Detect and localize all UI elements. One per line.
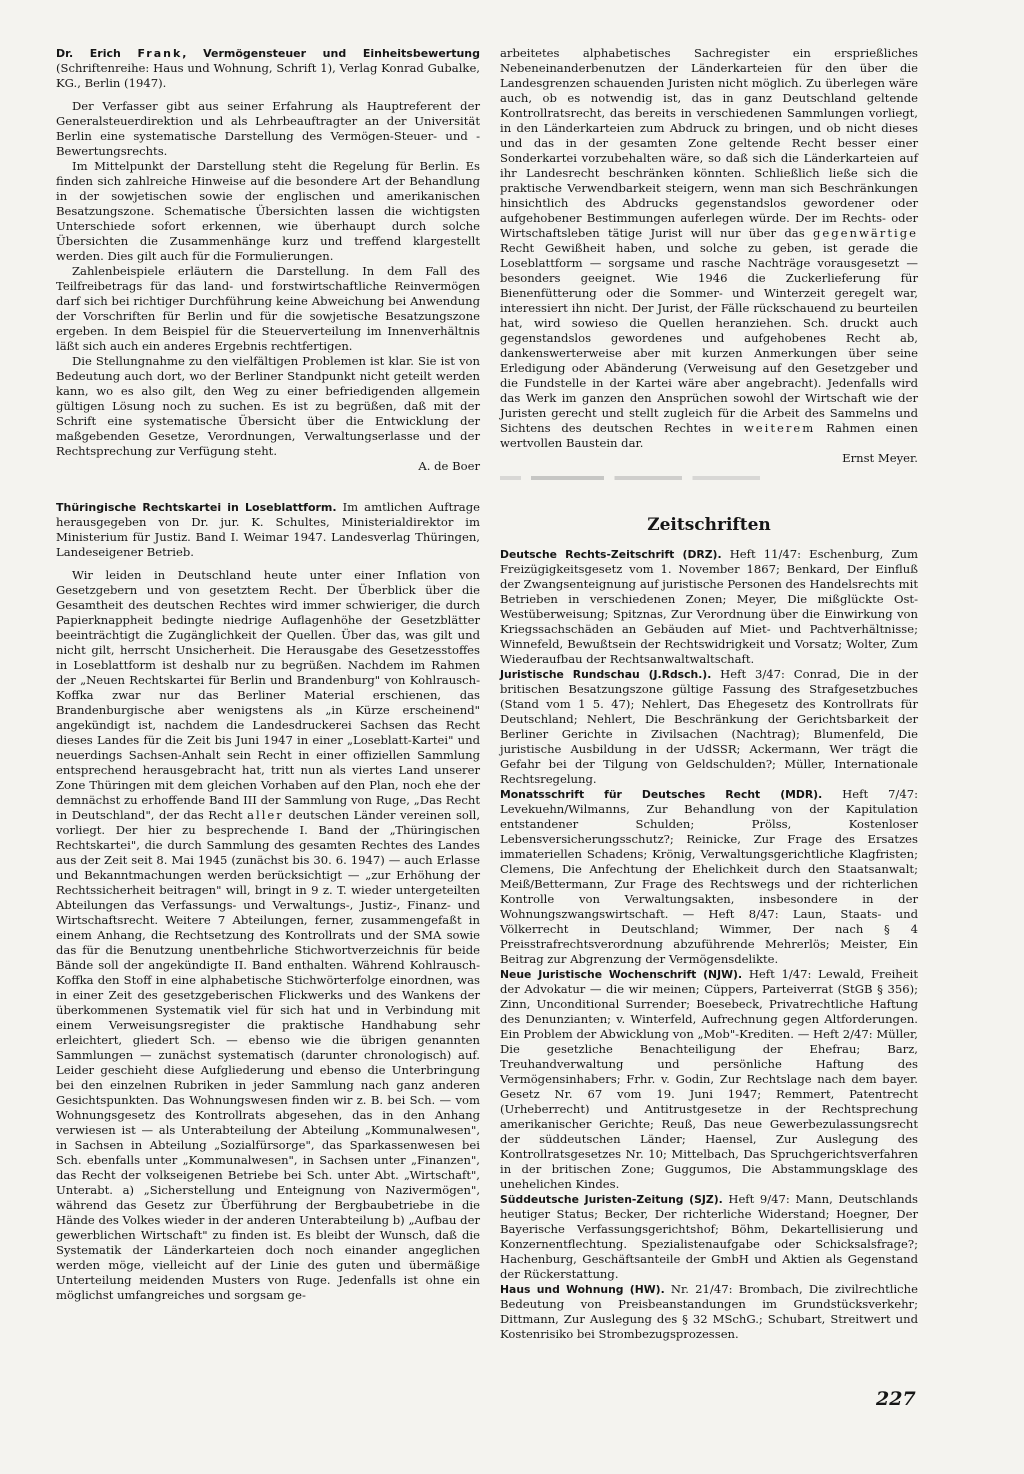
review-2-continuation: arbeitetes alphabetisches Sachregister ein ersprießliches Nebeneinanderbenutzen der Länderkarteien für den über die Landesgrenzen schauenden Juristen nicht möglich. Zu überlegen wäre auch, ob es notwendig ist, das in ganz Deutschland geltende Kontrollratsrecht, das bereits in verschiedenen Sammlungen vorliegt, in den Länderkarteien zum Abdruck zu bringen, und ob nicht dieses und das in der gesamten Zone geltende Recht besser einer Sonderkartei vorzubehalten wäre, so daß sich die Länderkarteien auf ihr Landesrecht beschränken könnten. Schließlich ließe sich die praktische Verwendbarkeit steigern, wenn man sich Beschränkungen hinsichtlich des Abdrucks gegenstandslos gewordener oder aufgehobener Bestimmungen auferlegen würde. Der im Rechts- oder Wirtschaftsleben tätige Jurist will nur über das gegenwärtige Recht Gewißheit haben, und solche zu geben, ist gerade die Loseblattform — sorgsame und rasche Nachträge vorausgesetzt — besonders geeignet. Wie 1946 die Zuckerlieferung für Bienenfütterung oder die Sommer- und Winterzeit geregelt war, interessiert ihn nicht. Der Jurist, der Fälle rückschauend zu beurteilen hat, wird sowieso die Quellen heranziehen. Sch. druckt auch gegenstandslos gewordenes und aufgehobenes Recht ab, dankenswerterweise aber mit kurzen Anmerkungen über seine Erledigung oder Abänderung (Verweisung auf den Gesetzgeber und die Fundstelle in der Kartei wäre aber angebracht). Jedenfalls wird das Werk im ganzen den Ansprüchen sowohl der Wirtschaft wie der Juristen gerecht und stellt zugleich für die Arbeit des Sammelns und Sichtens des deutschen Rechtes in weiterem Rahmen einen wertvollen Baustein dar. xyxy=(500,46,918,450)
page-number: 227 xyxy=(876,1388,916,1410)
review-1-paragraph: Der Verfasser gibt aus seiner Erfahrung als Hauptreferent der Generalsteuerdirektion und als Lehrbeauftragter an der Universität Berlin eine systematische Darstellung des Vermögen-Steuer- und -Bewertungsrechts. xyxy=(56,99,480,158)
review-1-paragraph: Im Mittelpunkt der Darstellung steht die Regelung für Berlin. Es finden sich zahlreiche Hinweise auf die besondere Art der Behandlung in der sowjetischen sowie der englischen und amerikanischen Besatzungszone. Schematische Übersichten lassen die wichtigsten Unterschiede sofort erkennen, wie überhaupt durch solche Übersichten die Zusammenhänge kurz und treffend klargestellt werden. Dies gilt auch für die Formulierungen. xyxy=(56,159,480,263)
section-heading-zeitschriften: Zeitschriften xyxy=(647,515,771,535)
review-2-title: Thüringische Rechtskartei in Loseblattform. xyxy=(56,501,337,514)
review-1-header xyxy=(56,46,480,91)
review-1-author: Dr. Erich Frank, Vermögensteuer und Einheitsbewertung xyxy=(56,47,481,60)
review-2-header xyxy=(56,500,480,560)
right-column xyxy=(500,46,918,1342)
review-1-signature: A. de Boer xyxy=(418,459,480,473)
journal-entry: Süddeutsche Juristen-Zeitung (SJZ). Heft 9/47: Mann, Deutschlands heutiger Status; Becker, Der richterliche Widerstand; Hoegner, Der Bayerische Verfassungsgerichtshof; Böhm, Dekartellisierung und Konzernentflechtung. Spezialistenaufgabe oder Schicksalsfrage?; Hachenburg, Geschäftsanteile der GmbH und Aktien als Gegenstand der Rückerstattung. xyxy=(500,1192,918,1281)
review-1-details: (Schriftenreihe: Haus und Wohnung, Schrift 1), Verlag Konrad Gubalke, KG., Berlin (1947). xyxy=(56,61,480,90)
review-1-paragraph: Zahlenbeispiele erläutern die Darstellung. In dem Fall des Teilfreibetrags für das land- und forstwirtschaftliche Reinvermögen darf sich bei richtiger Durchführung keine Abweichung bei Anwendung der Vorschriften für Berlin und für die sowjetische Besatzungszone ergeben. In dem Beispiel für die Steuerverteilung im Innenverhältnis läßt sich auch ein anderes Ergebnis rechtfertigen. xyxy=(56,264,480,353)
journal-entry: Haus und Wohnung (HW). Nr. 21/47: Brombach, Die zivilrechtliche Bedeutung von Preisbeanstandungen im Grundstücksverkehr; Dittmann, Zur Auslegung des § 32 MSchG.; Schubart, Streitwert und Kostenrisiko bei Strombezugsprozessen. xyxy=(500,1282,918,1341)
journal-entry: Deutsche Rechts-Zeitschrift (DRZ). Heft 11/47: Eschenburg, Zum Freizügigkeitsgesetz vom 1. November 1867; Benkard, Der Einfluß der Zwangsenteignung auf juristische Personen des Handelsrechts mit Betrieben in verschiedenen Zonen; Meyer, Die mißglückte Ost-Westüberweisung; Spitznas, Zur Verordnung über die Einwirkung von Kriegssachschäden an Gebäuden auf Miet- und Pachtverhältnisse; Winnefeld, Bewußtsein der Rechtswidrigkeit und Vorsatz; Wolter, Zum Wiederaufbau der Rechtsanwaltwaltschaft. xyxy=(500,547,918,666)
review-2-paragraph: Wir leiden in Deutschland heute unter einer Inflation von Gesetzgebern und von gesetztem Recht. Der Überblick über die Gesamtheit des deutschen Rechtes wird immer schwieriger, die durch Papierknappheit bedingte niedrige Auflagenhöhe der Gesetzblätter beeinträchtigt die Zugänglichkeit der Quellen. Über das, was gilt und nicht gilt, herrscht Unsicherheit. Die Herausgabe des Gesetzesstoffes in Loseblattform ist deshalb nur zu begrüßen. Nachdem im Rahmen der „Neuen Rechtskartei für Berlin und Brandenburg" von Kohlrausch-Koffka zwar nur das Berliner Material erschienen, das Brandenburgische aber wenigstens als „in Kürze erscheinend" angekündigt ist, nachdem die Landesdruckerei Sachsen das Recht dieses Landes für die Zeit bis Juni 1947 in einer „Loseblatt-Kartei" und neuerdings Sachsen-Anhalt sein Recht in einer offiziellen Sammlung entsprechend herausgebracht hat, tritt nun als viertes Land unserer Zone Thüringen mit dem gleichen Vorhaben auf den Plan, noch ehe der demnächst zu erhoffende Band III der Sammlung von Ruge, „Das Recht in Deutschland", der das Recht aller deutschen Länder vereinen soll, vorliegt. Der hier zu besprechende I. Band der „Thüringischen Rechtskartei", die durch Sammlung des gesamten Rechtes des Landes aus der Zeit seit 8. Mai 1945 (zunächst bis 30. 6. 1947) — auch Erlasse und Bekanntmachungen werden berücksichtigt — „zur Erhöhung der Rechtssicherheit beitragen" will, bringt in 9 z. T. wieder untergeteilten Abteilungen das Verfassungs- und Verwaltungs-, Justiz-, Finanz- und Wirtschaftsrecht. Weitere 7 Abteilungen, ferner, zusammengefaßt in einem Anhang, die Rechtsetzung des Kontrollrats und der SMA sowie das für die Benutzung unentbehrliche Stichwortverzeichnis für beide Bände soll der angekündigte II. Band enthalten. Während Kohlrausch-Koffka den Stoff in eine alphabetische Stichwörterfolge einordnen, was in einer Zeit des gesetzgeberischen Flickwerks und des Wankens der überkommenen Systematik viel für sich hat und in Verbindung mit einem Verweisungsregister die praktische Handhabung sehr erleichtert, gliedert Sch. — ebenso wie die übrigen genannten Sammlungen — zunächst systematisch (darunter chronologisch) auf. Leider geschieht diese Aufgliederung und ebenso die Unterbringung bei den einzelnen Rubriken in jeder Sammlung nach ganz anderen Gesichtspunkten. Das Wohnungswesen finden wir z. B. bei Sch. — vom Wohnungsgesetz des Kontrollrats abgesehen, das in den Anhang verwiesen ist — als Unterabteilung der Abteilung „Kommunalwesen", in Sachsen in Abteilung „Sozialfürsorge", das Sparkassenwesen bei Sch. ebenfalls unter „Kommunalwesen", in Sachsen unter „Finanzen", das Recht der volkseigenen Betriebe bei Sch. unter Abt. „Wirtschaft", Unterabt. a) „Sicherstellung und Enteignung von Nazivermögen", während das Gesetz zur Überführung der Bergbaubetriebe in die Hände des Volkes wieder in der anderen Unterabteilung b) „Aufbau der gewerblichen Wirtschaft" zu finden ist. Es bleibt der Wunsch, daß die Systematik der Länderkarteien doch noch einander angeglichen werden möge, vielleicht auf der Linie des guten und übermäßige Unterteilung meidenden Musters von Ruge. Jedenfalls ist ohne ein möglichst umfangreiches und sorgsam ge- xyxy=(56,568,480,1302)
review-2-signature: Ernst Meyer. xyxy=(842,451,918,465)
print-smudge xyxy=(500,476,760,480)
review-2-details: Im amtlichen Auftrage herausgegeben von Dr. jur. K. Schultes, Ministerialdirektor im Ministerium für Justiz. Band I. Weimar 1947. Landesverlag Thüringen, Landeseigener Betrieb. xyxy=(56,500,480,559)
left-column xyxy=(56,46,480,1303)
journal-entry: Juristische Rundschau (J.Rdsch.). Heft 3/47: Conrad, Die in der britischen Besatzungszone gültige Fassung des Strafgesetzbuches (Stand vom 1 5. 47); Nehlert, Das Ehegesetz des Kontrollrats für Deutschland; Nehlert, Die Beschränkung der Gerichtsbarkeit der Berliner Gerichte in Zivilsachen (Nachtrag); Blumenfeld, Die juristische Ausbildung in der UdSSR; Ackermann, Wer trägt die Gefahr bei der Tilgung von Geldschulden?; Müller, Internationale Rechtsregelung. xyxy=(500,667,918,786)
journal-entry: Neue Juristische Wochenschrift (NJW). Heft 1/47: Lewald, Freiheit der Advokatur — die wir meinen; Cüppers, Parteiverrat (StGB § 356); Zinn, Unconditional Surrender; Boesebeck, Privatrechtliche Haftung des Denunzianten; v. Winterfeld, Aufrechnung gegen Altforderungen. Ein Problem der Abwicklung von „Mob"-Krediten. — Heft 2/47: Müller, Die gesetzliche Benachteiligung der Ehefrau; Barz, Treuhandverwaltung und persönliche Haftung des Vermögensinhabers; Frhr. v. Godin, Zur Rechtslage nach dem bayer. Gesetz Nr. 67 vom 19. Juni 1947; Remmert, Patentrecht (Urheberrecht) und Antitrustgesetze in der Rechtsprechung amerikanischer Gerichte; Reuß, Das neue Gewerbezulassungsrecht der süddeutschen Länder; Haensel, Zur Auslegung des Kontrollratsgesetzes Nr. 10; Mittelbach, Das Spruchgerichtsverfahren in der britischen Zone; Guggumos, Die Abstammungsklage des unehelichen Kindes. xyxy=(500,967,918,1191)
review-1-paragraph: Die Stellungnahme zu den vielfältigen Problemen ist klar. Sie ist von Bedeutung auch dort, wo der Berliner Standpunkt nicht geteilt werden kann, wo es also gilt, den Weg zu einer befriedigenden allgemein gültigen Lösung noch zu suchen. Es ist zu begrüßen, daß mit der Schrift eine systematische Übersicht über die Entwicklung der maßgebenden Gesetze, Verordnungen, Verwaltungserlasse und der Rechtsprechung zur Verfügung steht. xyxy=(56,354,480,458)
journal-entry: Monatsschrift für Deutsches Recht (MDR). Heft 7/47: Levekuehn/Wilmanns, Zur Behandlung von der Kapitulation entstandener Schulden; Prölss, Kostenloser Lebensversicherungsschutz?; Reinicke, Zur Frage des Ersatzes immateriellen Schadens; Krönig, Verwaltungsgerichtliche Klagfristen; Clemens, Die Anfechtung der Ehelichkeit durch den Staatsanwalt; Meiß/Bettermann, Zur Frage des Rechtswegs und der richterlichen Kontrolle von Verwaltungsakten, insbesondere in der Wohnungszwangswirtschaft. — Heft 8/47: Laun, Staats- und Völkerrecht in Deutschland; Wimmer, Der nach § 4 Preisstrafrechtsverordnung abzuführende Mehrerlös; Meister, Ein Beitrag zur Abgrenzung der Vermögensdelikte. xyxy=(500,787,918,966)
